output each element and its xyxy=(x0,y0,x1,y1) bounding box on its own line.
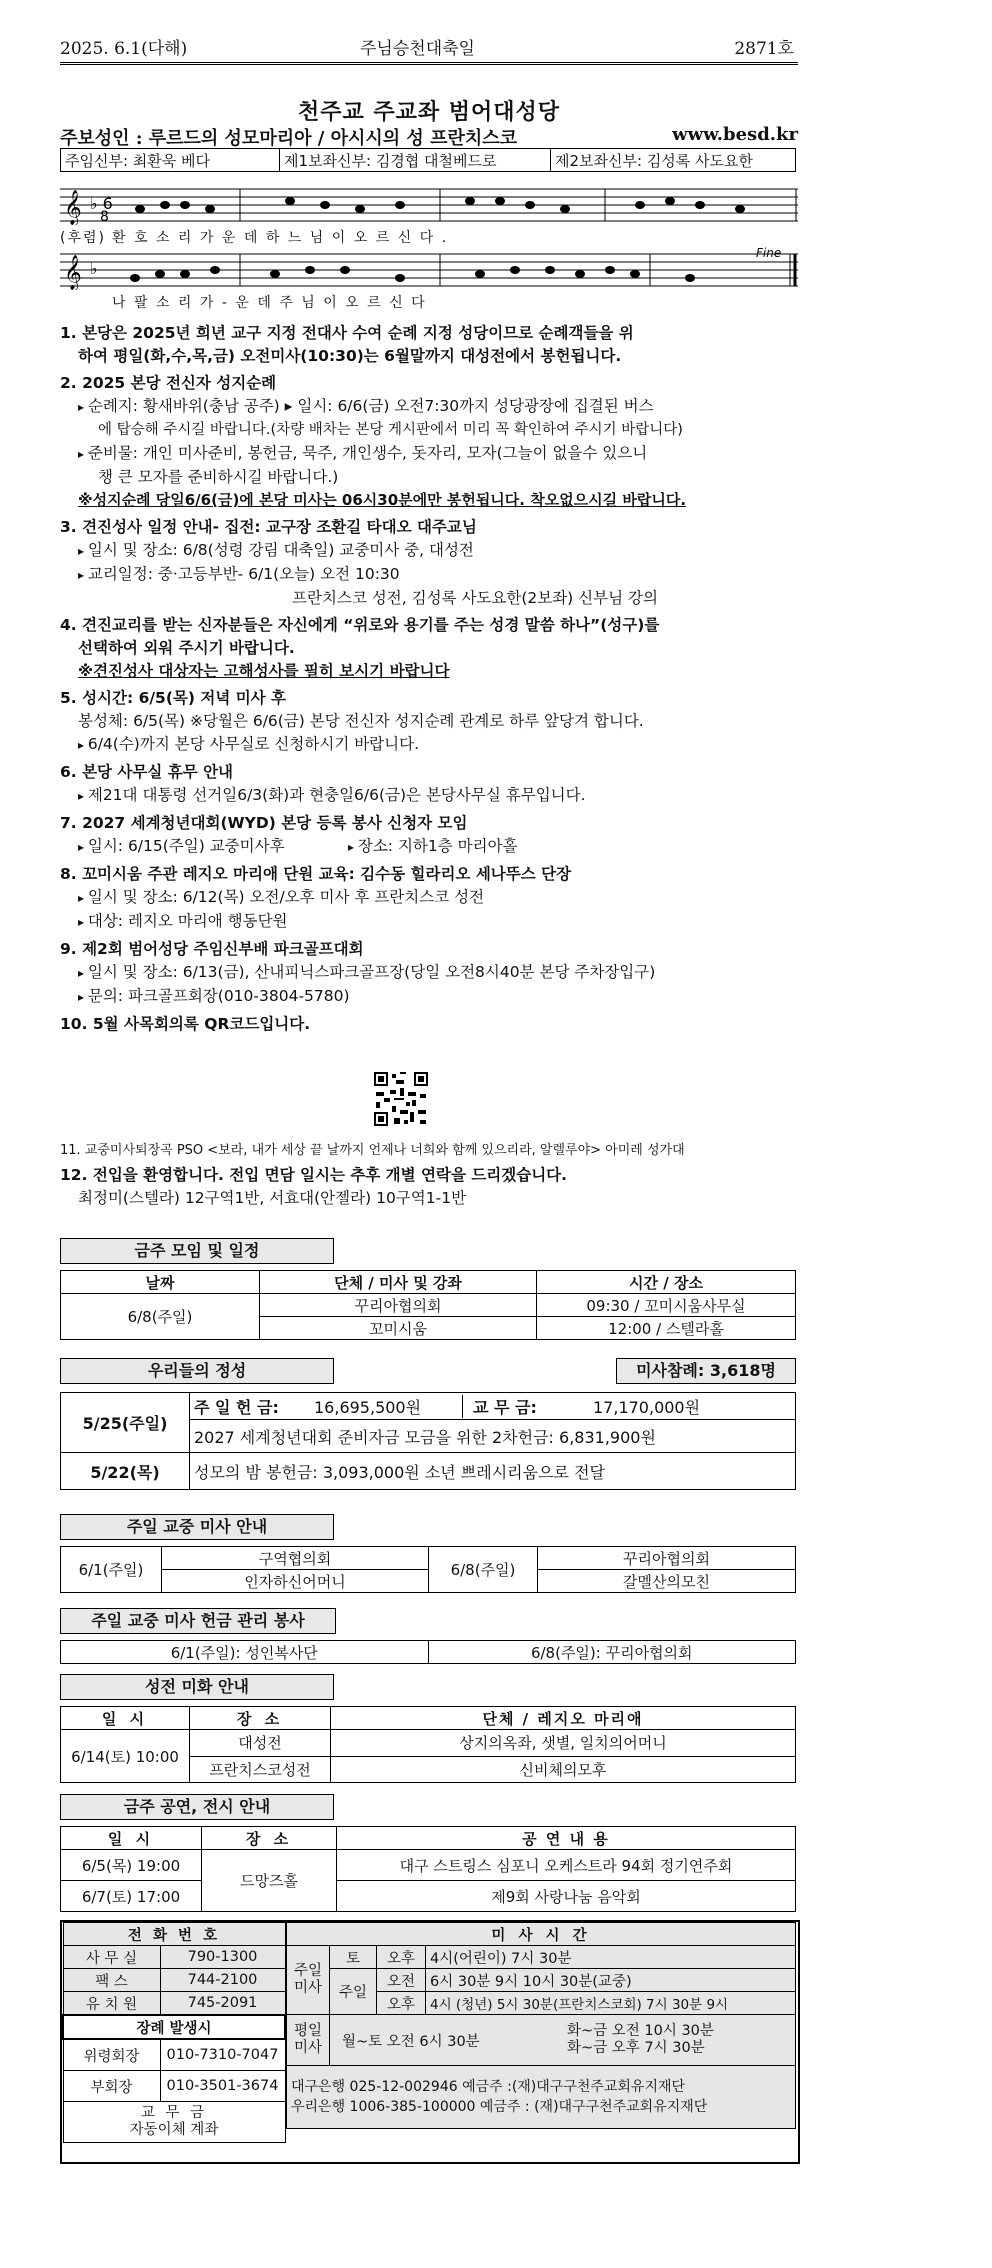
mass-guide-title: 주일 교중 미사 안내 xyxy=(60,1514,334,1540)
office-label: 사 무 실 xyxy=(63,1946,160,1969)
notice-3-class-cont: 프란치스코 성전, 김성록 사도요한(2보좌) 신부님 강의 xyxy=(292,589,658,607)
kindergarten-phone: 745-2091 xyxy=(160,1992,285,2016)
notice-5-communion: 봉성체: 6/5(목) ※당월은 6/6(금) 본당 전신자 성지순례 관계로 하루 앞당겨 합니다. xyxy=(78,712,644,730)
notice-6: 6. 본당 사무실 휴무 안내 xyxy=(60,763,234,781)
notice-2-prep: ▸ 준비물: 개인 미사준비, 봉헌금, 묵주, 개인생수, 돗자리, 모자(그늘이 없을수 있으니 xyxy=(60,442,798,466)
mass-schedule-table xyxy=(286,1922,796,2129)
sunday-am-label: 오전 xyxy=(377,1969,426,1992)
beautify-date: 6/14(토) 10:00 xyxy=(61,1730,190,1783)
notice-7-place: ▸ 장소: 지하1층 마리아홀 xyxy=(348,837,518,855)
svg-text:8: 8 xyxy=(100,209,109,225)
header-bar xyxy=(60,30,798,60)
notice-6-holiday: ▸ 제21대 대통령 선거일6/3(화)과 현충일6/6(금)은 본당사무실 휴무입니다. xyxy=(60,784,798,808)
issue-number: 2871호 xyxy=(734,39,794,59)
performance-content: 대구 스트링스 심포니 오케스트라 94회 정기연주회 xyxy=(337,1850,796,1881)
mass-date-2: 6/8(주일) xyxy=(429,1547,538,1593)
beautify-col-place: 장 소 xyxy=(190,1707,331,1730)
feast-name: 주님승천대축일 xyxy=(360,39,475,59)
beautify-place: 프란치스코성전 xyxy=(190,1756,331,1783)
header-rule xyxy=(60,62,798,65)
kindergarten-label: 유 치 원 xyxy=(63,1992,160,2016)
saturday-times: 4시(어린이) 7시 30분 xyxy=(426,1946,796,1969)
issue-date: 2025. 6.1(다해) xyxy=(60,39,188,59)
svg-text:♭: ♭ xyxy=(90,259,98,278)
assistant-priest-1: 제1보좌신부: 김경협 대철베드로 xyxy=(280,149,551,171)
notice-2: 2. 2025 본당 전신자 성지순례 xyxy=(60,374,277,392)
assistant-priest-2: 제2보좌신부: 김성록 사도요한 xyxy=(555,152,754,170)
funeral-vice-label: 부회장 xyxy=(63,2071,160,2102)
weekly-schedule-title: 금주 모임 및 일정 xyxy=(60,1238,334,1264)
info-box xyxy=(60,1920,800,2164)
notice-8-target: ▸ 대상: 레지오 마리애 행동단원 xyxy=(60,910,798,934)
lyric-line-2: 나 팔 소 리 가 - 운 데 주 님 이 오 르 신 다 xyxy=(112,295,427,311)
staff-2 xyxy=(60,250,798,290)
beautify-group: 상지의옥좌, 샛별, 일치의어머니 xyxy=(331,1730,796,1757)
performance-col-date: 일 시 xyxy=(61,1827,202,1850)
sunday-mass-label: 주일 미사 xyxy=(287,1946,330,2015)
funeral-chief-label: 위령회장 xyxy=(63,2039,160,2071)
beautify-table xyxy=(60,1706,796,1783)
beautify-title: 성전 미화 안내 xyxy=(60,1674,334,1700)
notices-lower xyxy=(60,1139,798,1210)
offering-service-1: 6/1(주일): 성인복사단 xyxy=(61,1641,429,1664)
diocese-dues-value: 17,170,000원 xyxy=(593,1397,701,1417)
funeral-vice-phone: 010-3501-3674 xyxy=(160,2071,285,2102)
office-phone: 790-1300 xyxy=(160,1946,285,1969)
beautify-col-group: 단체 / 레지오 마리애 xyxy=(331,1707,796,1730)
notice-12: 12. 전입을 환영합니다. 전입 면담 일시는 추후 개별 연락을 드리겠습니다. xyxy=(60,1166,568,1184)
notice-7: 7. 2027 세계청년대회(WYD) 본당 등록 봉사 신청자 모임 xyxy=(60,814,468,832)
contact-table xyxy=(62,1922,286,2143)
performance-table xyxy=(60,1826,796,1912)
performance-col-content: 공 연 내 용 xyxy=(337,1827,796,1850)
offering-service-title: 주일 교중 미사 헌금 관리 봉사 xyxy=(60,1608,336,1634)
notice-9-contact: ▸ 문의: 파크골프회장(010-3804-5780) xyxy=(60,985,798,1009)
offering-amounts xyxy=(190,1393,796,1420)
mass-schedule-heading: 미 사 시 간 xyxy=(287,1923,796,1946)
svg-text:𝄞: 𝄞 xyxy=(64,190,82,225)
notice-4-warning: ※견진성사 대상자는 고해성사를 필히 보시기 바랍니다 xyxy=(78,662,450,680)
refrain-label: (후렴) xyxy=(60,230,106,246)
notice-7-date: ▸ 일시: 6/15(주일) 교중미사후 xyxy=(78,835,348,859)
attendance-badge: 미사참례: 3,618명 xyxy=(616,1358,796,1384)
notice-2-warning: ※성지순례 당일6/6(금)에 본당 미사는 06시30분에만 봉헌됩니다. 착오없으시길 바랍니다. xyxy=(78,491,687,509)
notice-2-pilgrimage: ▸ 순례지: 황새바위(충남 공주) ▸ 일시: 6/6(금) 오전7:30까지 성당광장에 집결된 버스 xyxy=(60,395,798,419)
sunday-label: 주일 xyxy=(330,1969,377,2015)
performance-date: 6/7(토) 17:00 xyxy=(61,1881,202,1912)
notice-1-cont: 하여 평일(화,수,목,금) 오전미사(10:30)는 6월말까지 대성전에서 봉헌됩니다. xyxy=(78,347,622,365)
notice-11: 11. 교중미사퇴장곡 PSO <보라, 내가 세상 끝 날까지 언제나 너희와 함께 있으리라, 알렐루야> 아미레 성가대 xyxy=(60,1143,685,1158)
performance-col-place: 장 소 xyxy=(202,1827,337,1850)
beautify-col-date: 일 시 xyxy=(61,1707,190,1730)
notice-2-pilgrimage-cont: 에 탑승해 주시길 바랍니다.(차량 배차는 본당 게시판에서 미리 꼭 확인하여 주시기 바랍니다) xyxy=(98,422,683,438)
offering-service-2: 6/8(주일): 꾸리아협의회 xyxy=(428,1641,796,1664)
diocese-dues-label: 교 무 금: xyxy=(473,1397,537,1417)
weekly-date: 6/8(주일) xyxy=(61,1294,260,1340)
notice-8: 8. 꼬미시움 주관 레지오 마리애 단원 교육: 김수동 힐라리오 세나뚜스 단장 xyxy=(60,865,572,883)
notice-7-details xyxy=(60,835,798,859)
weekday-am: 화~금 오전 10시 30분 xyxy=(567,2023,714,2039)
weekday-times xyxy=(330,2015,796,2066)
notice-10: 10. 5월 사목회의록 QR코드입니다. xyxy=(60,1015,311,1033)
sunday-offering-value: 16,695,500원 xyxy=(314,1395,463,1418)
mass-group: 구역협의회 xyxy=(162,1547,429,1570)
notice-4-cont: 선택하여 외워 주시기 바랍니다. xyxy=(78,639,295,657)
weekday-mass-label: 평일 미사 xyxy=(287,2015,330,2066)
sunday-pm-times: 4시 (청년) 5시 30분(프란치스코회) 7시 30분 9시 xyxy=(426,1992,796,2015)
qr-code-image[interactable] xyxy=(372,1070,430,1128)
priests-row xyxy=(60,148,796,172)
bank-accounts xyxy=(287,2066,796,2129)
performance-date: 6/5(목) 19:00 xyxy=(61,1850,202,1881)
beautify-place: 대성전 xyxy=(190,1730,331,1757)
mass-date-1: 6/1(주일) xyxy=(61,1547,162,1593)
performance-place: 드망즈홀 xyxy=(202,1850,337,1912)
weekly-time: 09:30 / 꼬미시움사무실 xyxy=(537,1294,796,1317)
pastor: 주임신부: 최환욱 베다 xyxy=(61,149,280,171)
notice-3-date: ▸ 일시 및 장소: 6/8(성령 강림 대축일) 교중미사 중, 대성전 xyxy=(60,539,798,563)
performance-content: 제9회 사랑나눔 음악회 xyxy=(337,1881,796,1912)
website-link[interactable]: www.besd.kr xyxy=(672,124,798,145)
mass-group: 꾸리아협의회 xyxy=(538,1547,796,1570)
offering-date-1: 5/25(주일) xyxy=(61,1393,190,1453)
mass-group: 인자하신어머니 xyxy=(162,1570,429,1593)
sunday-am-times: 6시 30분 9시 10시 30분(교중) xyxy=(426,1969,796,1992)
notices xyxy=(60,322,798,1036)
dues-label: 교 무 금 xyxy=(140,2105,208,2121)
svg-text:♭ 6: ♭ 6 xyxy=(90,194,113,213)
saturday-time-label: 오후 xyxy=(377,1946,426,1969)
weekday-morning: 월~토 오전 6시 30분 xyxy=(342,2033,480,2050)
marian-night-offering: 성모의 밤 봉헌금: 3,093,000원 소년 쁘레시리움으로 전달 xyxy=(190,1453,796,1490)
auto-transfer-label: 자동이체 계좌 xyxy=(129,2122,219,2138)
mass-guide-table xyxy=(60,1546,796,1593)
bank-account-daegu: 대구은행 025-12-002946 예금주 :(재)대구구천주교회유지재단 xyxy=(291,2079,686,2095)
sunday-pm-label: 오후 xyxy=(377,1992,426,2015)
offering-service-table xyxy=(60,1640,796,1664)
offering-title: 우리들의 정성 xyxy=(60,1358,334,1384)
saturday-label: 토 xyxy=(330,1946,377,1969)
weekly-group: 꾸리아협의회 xyxy=(260,1294,537,1317)
fax-label: 팩 스 xyxy=(63,1969,160,1992)
notice-5-apply: ▸ 6/4(수)까지 본당 사무실로 신청하시기 바랍니다. xyxy=(60,733,798,757)
wyd-fund: 2027 세계청년대회 준비자금 모금을 위한 2차헌금: 6,831,900원 xyxy=(190,1420,796,1453)
weekly-group: 꼬미시움 xyxy=(260,1317,537,1340)
mass-group: 갈멜산의모친 xyxy=(538,1570,796,1593)
weekly-schedule-table xyxy=(60,1270,796,1340)
staff-1 xyxy=(60,185,798,225)
notice-2-prep-cont: 챙 큰 모자를 준비하시길 바랍니다.) xyxy=(98,468,339,486)
offering-table xyxy=(60,1392,796,1490)
weekly-col-time: 시간 / 장소 xyxy=(537,1271,796,1294)
funeral-heading: 장례 발생시 xyxy=(63,2015,285,2039)
parish-title: 천주교 주교좌 범어대성당 xyxy=(297,99,561,125)
weekly-col-date: 날짜 xyxy=(61,1271,260,1294)
notice-5: 5. 성시간: 6/5(목) 저녁 미사 후 xyxy=(60,689,287,707)
performance-title: 금주 공연, 전시 안내 xyxy=(60,1794,334,1820)
notice-9-date: ▸ 일시 및 장소: 6/13(금), 산내피닉스파크골프장(당일 오전8시40분 본당 주차장입구) xyxy=(60,961,798,985)
funeral-chief-phone: 010-7310-7047 xyxy=(160,2039,285,2071)
notice-3-class: ▸ 교리일정: 중·고등부반- 6/1(오늘) 오전 10:30 xyxy=(60,563,798,587)
notice-12-names: 최정미(스텔라) 12구역1반, 서효대(안젤라) 10구역1-1반 xyxy=(78,1189,467,1207)
notice-8-date: ▸ 일시 및 장소: 6/12(목) 오전/오후 미사 후 프란치스코 성전 xyxy=(60,886,798,910)
patron-saints: 주보성인 : 루르드의 성모마리아 / 아시시의 성 프란치스코 xyxy=(60,128,518,149)
offering-date-2: 5/22(목) xyxy=(61,1453,190,1490)
notice-1: 1. 본당은 2025년 희년 교구 지정 전대사 수여 순례 지정 성당이므로 순례객들을 위 xyxy=(60,324,634,342)
bank-account-woori: 우리은행 1006-385-100000 예금주 : (재)대구구천주교회유지재단 xyxy=(291,2099,708,2115)
notice-3: 3. 견진성사 일정 안내- 집전: 교구장 조환길 타대오 대주교님 xyxy=(60,518,477,536)
fine-mark: Fine xyxy=(756,246,782,260)
beautify-group: 신비체의모후 xyxy=(331,1756,796,1783)
phone-heading: 전 화 번 호 xyxy=(63,1923,285,1946)
auto-transfer-cell xyxy=(63,2102,285,2143)
fax-number: 744-2100 xyxy=(160,1969,285,1992)
sunday-offering-label: 주 일 헌 금: xyxy=(194,1397,279,1417)
weekly-col-group: 단체 / 미사 및 강좌 xyxy=(260,1271,537,1294)
weekly-time: 12:00 / 스텔라홀 xyxy=(537,1317,796,1340)
svg-text:𝄞: 𝄞 xyxy=(64,255,82,290)
notice-4: 4. 견진교리를 받는 신자분들은 자신에게 “위로와 용기를 주는 성경 말씀 하나”(성구)를 xyxy=(60,616,660,634)
notice-9: 9. 제2회 범어성당 주임신부배 파크골프대회 xyxy=(60,940,364,958)
weekday-pm: 화~금 오후 7시 30분 xyxy=(567,2040,705,2056)
lyric-line-1: 환 호 소 리 가 운 데 하 느 님 이 오 르 신 다 . xyxy=(112,230,449,246)
